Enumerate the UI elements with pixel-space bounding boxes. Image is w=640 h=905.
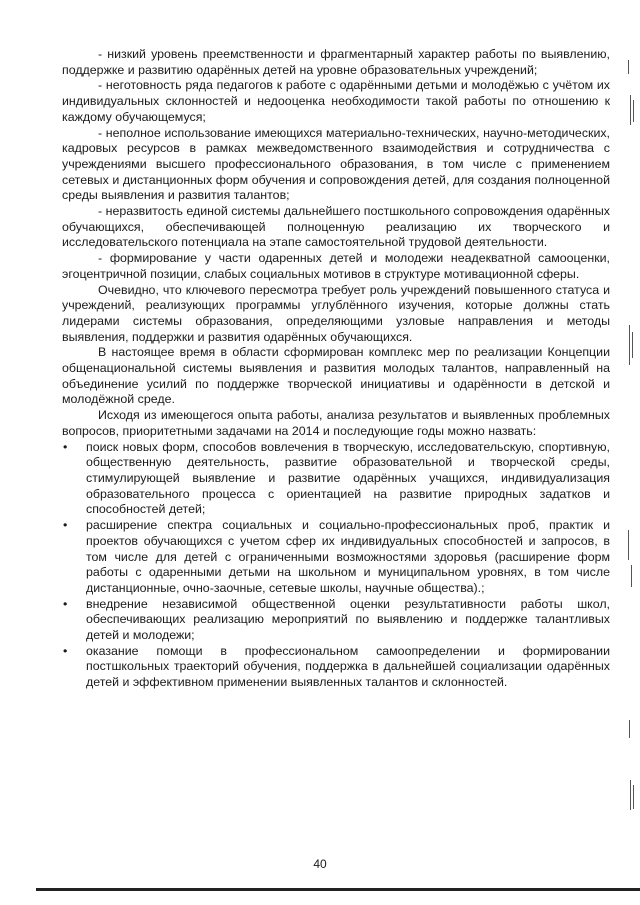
page-number: 40 <box>313 857 327 871</box>
list-item <box>62 440 610 519</box>
bullet-icon: • <box>63 518 68 533</box>
bullet-icon: • <box>63 596 68 611</box>
list-item <box>62 597 610 644</box>
paragraph: Очевидно, что ключевого пересмотра требует роль учреждений повышенного статуса и учреждений, реализующих программы углублённого изучения, которые должны стать лидерами системы образования, определяющими узловые направления и методы выявления, поддержки и развития одарённых обучающихся. <box>62 282 610 344</box>
list-item <box>62 644 610 691</box>
paragraph: - формирование у части одаренных детей и молодежи неадекватной самооценки, эгоцентричной позиции, слабых социальных мотивов в структуре мотивационной сферы. <box>62 251 610 281</box>
document-page <box>62 47 610 691</box>
scan-bottom-edge <box>36 888 640 891</box>
list-item-text: внедрение независимой общественной оценки результативности работы школ, обеспечивающих реализацию мероприятий по выявлению и поддержке талантливых детей и молодежи; <box>86 596 610 643</box>
priority-tasks-list <box>62 440 610 691</box>
paragraph: - неготовность ряда педагогов к работе с одарёнными детьми и молодёжью с учётом их индивидуальных склонностей и недооценка необходимости такой работы по отношению к каждому обучающемуся; <box>62 78 610 124</box>
paragraph: - неразвитость единой системы дальнейшего постшкольного сопровождения одарённых обучающихся, обеспечивающей полноценную реализацию их творческого и исследовательского потенциала на этапе самостоятельной трудовой деятельности. <box>62 204 610 250</box>
paragraph: В настоящее время в области сформирован комплекс мер по реализации Концепции общенациональной системы выявления и развития молодых талантов, направленный на объединение усилий по поддержке творческой инициативы и одарённости в детской и молодёжной среде. <box>62 345 610 407</box>
paragraph: Исходя из имеющегося опыта работы, анализа результатов и выявленных проблемных вопросов, приоритетными задачами на 2014 и последующие годы можно назвать: <box>62 408 610 438</box>
paragraph: - неполное использование имеющихся материально-технических, научно-методических, кадровых ресурсов в рамках межведомственного взаимодействия и сотрудничества с учреждениями высшего профессионального образования, в том числе с применением сетевых и дистанционных форм обучения и сопровождения детей, для создания полноценной среды выявления и развития талантов; <box>62 125 610 203</box>
list-item-text: расширение спектра социальных и социально-профессиональных проб, практик и проектов обучающихся с учетом сфер их индивидуальных способностей и запросов, в том числе для детей с ограниченными возможностями здоровья (расширение форм работы с одаренными детьми на школьном и муниципальном уровнях, в том числе дистанционные, очно-заочные, сетевые школы, научные общества).; <box>86 518 610 595</box>
scan-edge-marks <box>626 60 636 820</box>
bullet-icon: • <box>63 439 68 454</box>
list-item-text: поиск новых форм, способов вовлечения в творческую, исследовательскую, спортивную, общественную деятельность, развитие образовательной и творческой среды, стимулирующей выявление и развитие одарённых учащихся, индивидуализация образовательного процесса с ориентацией на развитие природных задатков и способностей детей; <box>86 439 610 517</box>
list-item <box>62 518 610 597</box>
paragraph: - низкий уровень преемственности и фрагментарный характер работы по выявлению, поддержке и развитию одарённых детей на уровне образовательных учреждений; <box>62 47 610 77</box>
bullet-icon: • <box>63 643 68 658</box>
list-item-text: оказание помощи в профессиональном самоопределении и формировании постшкольных траекторий обучения, поддержка в дальнейшей социализации одарённых детей и эффективном применении выявленных талантов и склонностей. <box>86 643 610 690</box>
